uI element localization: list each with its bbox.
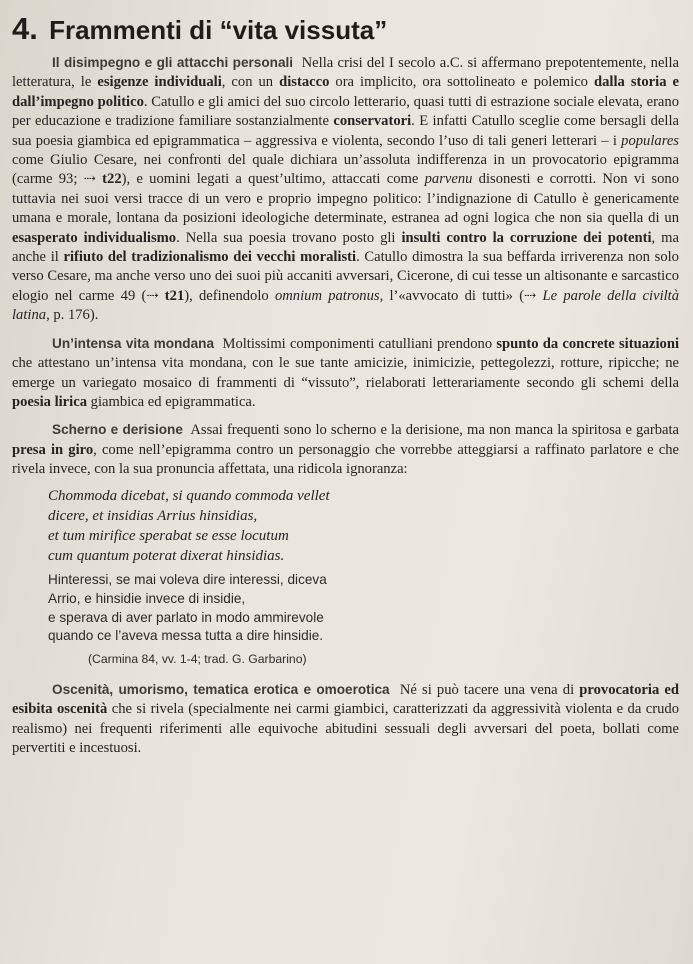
cross-reference-parole[interactable]: Le parole della civiltà latina	[12, 287, 680, 324]
paragraph-vita-mondana: Un’intensa vita mondana Moltissimi componimenti catulliani prendono spunto da concrete situazioni che attestano un’intensa vita mondana, con le sue tante amicizie, inimicizie, pettegolezzi, rotture, ripicche; ne emerge un variegato mosaico di frammenti di “vissuto”, rielaborati letterariamente secondo gli schemi della poesia lirica giambica ed epigrammatica.	[12, 335, 680, 410]
latin-verse: et tum mirifice sperabat se esse locutum	[48, 527, 289, 544]
section-title-text: Frammenti di “vita vissuta”	[49, 15, 388, 45]
paragraph-oscenita: Oscenità, umorismo, tematica erotica e omoerotica Né si può tacere una vena di provocatoria ed esibita oscenità che si rivela (specialmente nei carmi giambici, caratterizzati da aggressività violenta e da crudo realismo) nei frequenti riferimenti alle equivoche abitudini sessuali degli avversari del poeta, bollati come pervertiti e incestuosi.	[12, 681, 679, 756]
paragraph-disimpegno: Il disimpegno e gli attacchi personali Nella crisi del I secolo a.C. si affermano prepotentemente, nella letteratura, le esigenze individuali, con un distacco ora implicito, ora sottolineato e polemico dalla storia e dall’impegno politico. Catullo e gli amici del suo circolo letterario, quasi tutti di estrazione sociale elevata, erano per educazione e tradizione familiare sostanzialmente conservatori. E infatti Catullo sceglie come bersagli della sua poesia giambica ed epigrammatica – aggressiva e violenta, secondo l’uso di tali generi letterari – i populares come Giulio Cesare, nei confronti del quale dichiara un’assoluta indifferenza in un provocatorio epigramma (carme 93; ⇢ t22), e uomini legati a quest’ultimo, attaccati come parvenu disonesti e corrotti. Non vi sono tuttavia nei suoi versi tracce di un vero e proprio impegno politico: l’indignazione di Catullo è genericamente umana e morale, lontana da posizioni ideologiche determinate, estranea ad ogni logica che non sia quella di un esasperato individualismo. Nella sua poesia trovano posto gli insulti contro la corruzione dei potenti, ma anche il rifiuto del tradizionalismo dei vecchi moralisti. Catullo dimostra la sua beffarda irriverenza non solo verso Cesare, ma anche verso uno dei suoi più accaniti avversari, Cicerone, di cui tesse un altisonante e sarcastico elogio nel carme 49 (⇢ t21), definendolo omnium patronus, l’«avvocato di tutti» (⇢ Le parole della civiltà latina, p. 176).	[12, 55, 680, 324]
translation-verse: quando ce l’aveva messa tutta a dire hinsidie.	[48, 628, 324, 644]
paragraph-heading: Scherno e derisione	[52, 422, 183, 438]
cross-reference-t22[interactable]: t22	[102, 171, 122, 188]
latin-verses	[48, 486, 679, 567]
translation-verse: Hinteressi, se mai voleva dire interessi, diceva	[48, 572, 327, 588]
translation-verse: Arrio, e hinsidie invece di insidie,	[48, 590, 246, 606]
latin-verse: cum quantum poterat dixerat hinsidias.	[48, 548, 285, 565]
cross-reference-t21[interactable]: t21	[164, 287, 185, 304]
latin-verse: dicere, et insidias Arrius hinsidias,	[48, 507, 258, 524]
quotation-block	[48, 486, 679, 668]
section-title	[12, 11, 679, 46]
paragraph-scherno: Scherno e derisione Assai frequenti sono lo scherno e la derisione, ma non manca la spiritosa e garbata presa in giro, come nell’epigramma contro un personaggio che vorrebbe atteggiarsi a raffinato parlatore e che rivela invece, con la sua pronuncia affettata, una ridicola ignoranza:	[12, 422, 679, 478]
paragraph-heading: Un’intensa vita mondana	[52, 335, 215, 351]
paragraph-heading: Oscenità, umorismo, tematica erotica e omoerotica	[52, 681, 390, 697]
latin-verse: Chommoda dicebat, si quando commoda vellet	[48, 487, 330, 504]
paragraph-heading: Il disimpegno e gli attacchi personali	[52, 55, 294, 70]
translation-verse: e sperava di aver parlato in modo ammirevole	[48, 609, 324, 625]
translation-verses	[48, 571, 679, 645]
source-note: (Carmina 84, vv. 1-4; trad. G. Garbarino)	[88, 651, 307, 666]
section-number: 4.	[12, 11, 38, 46]
